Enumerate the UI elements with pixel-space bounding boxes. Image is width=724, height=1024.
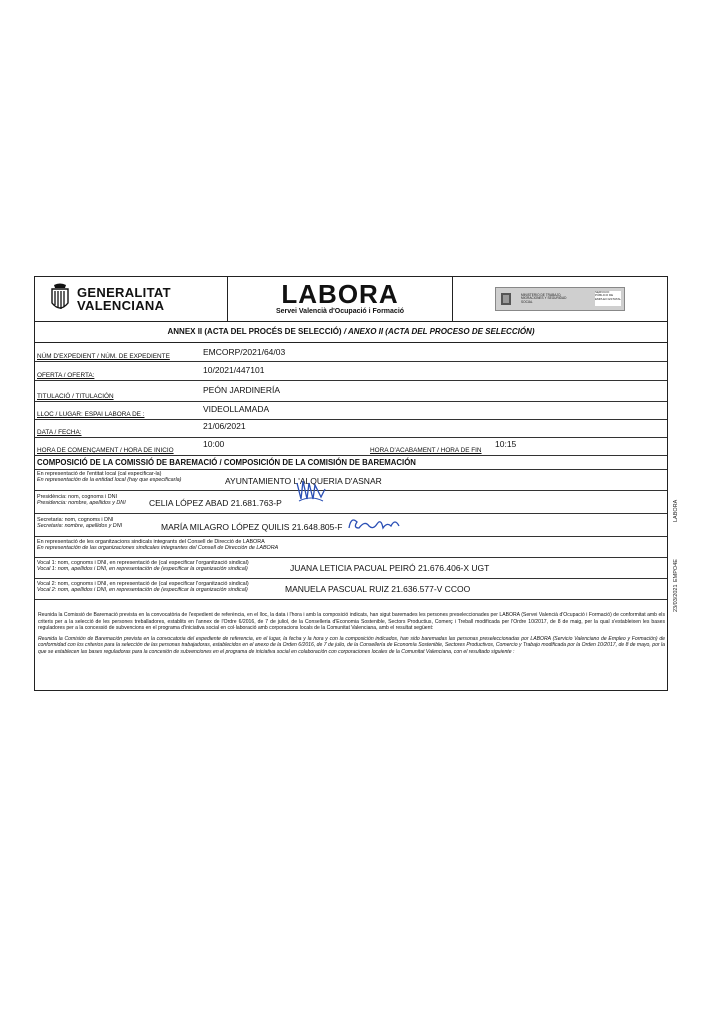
hora-inici-label: HORA DE COMENÇAMENT / HORA DE INICIO xyxy=(37,447,174,454)
labora-logo xyxy=(228,277,453,321)
secretaria-signature xyxy=(345,514,405,534)
vocal2-label-es: Vocal 2: nom, apellidos i DNI, en representación de (especificar la organización sindical) xyxy=(37,587,248,594)
titulacio-value: PEÓN JARDINERÍA xyxy=(203,385,280,395)
vocal2-row xyxy=(35,579,667,600)
oferta-label: OFERTA / OFERTA: xyxy=(37,372,95,379)
side-code: EMPO4E xyxy=(673,559,679,582)
gv-line2: VALENCIANA xyxy=(77,298,165,313)
expedient-value: EMCORP/2021/64/03 xyxy=(203,347,286,357)
expedient-row xyxy=(35,343,667,362)
vocal1-value: JUANA LETICIA PACUAL PEIRÓ 21.676.406-X UGT xyxy=(290,563,490,573)
presidencia-row xyxy=(35,491,667,514)
expedient-label: NÚM D'EXPEDIENT / NÚM. DE EXPEDIENTE xyxy=(37,353,170,360)
entitat-label-es: En representación de la entidad local (hay que especificarla) xyxy=(37,477,182,484)
presidencia-value: CELIA LÓPEZ ABAD 21.681.763-P xyxy=(149,498,282,508)
ministry-logo xyxy=(453,277,667,321)
data-row xyxy=(35,420,667,438)
hora-row xyxy=(35,438,667,456)
hora-fi-value: 10:15 xyxy=(495,439,517,449)
lloc-value: VIDEOLLAMADA xyxy=(203,404,270,414)
commission-title: COMPOSICIÓ DE LA COMISSIÓ DE BAREMACIÓ / COMPOSICIÓN DE LA COMISIÓN DE BAREMACIÓN xyxy=(37,458,416,467)
result-paragraphs xyxy=(35,600,667,690)
oferta-row xyxy=(35,362,667,381)
annex-title xyxy=(35,322,667,343)
form-header xyxy=(35,277,667,322)
commission-title-row xyxy=(35,456,667,470)
annex-title-val: ANNEX II (ACTA DEL PROCÉS DE SELECCIÓ) xyxy=(167,327,342,336)
oferta-value: 10/2021/447101 xyxy=(203,365,265,375)
labora-subtitle: Servei Valencià d'Ocupació i Formació xyxy=(275,308,405,315)
sindical-row xyxy=(35,537,667,558)
annex-title-es: / ANEXO II (ACTA DEL PROCESO DE SELECCIÓN) xyxy=(343,327,535,336)
vocal1-label-es: Vocal 1: nom, apellidos i DNI, en representación de (especificar la organización sindical) xyxy=(37,566,248,573)
vocal1-row xyxy=(35,558,667,579)
secretaria-label-es: Secretaria: nombre, apellidos y DNI xyxy=(37,523,123,530)
vocal2-label-val: Vocal 2: nom, cognoms i DNI, en representació de (cal especificar l'organització sindical) xyxy=(37,581,249,587)
spain-shield-icon xyxy=(499,291,513,307)
entitat-row xyxy=(35,470,667,491)
presidencia-label-es: Presidencia: nombre, apellidos y DNI xyxy=(37,500,126,507)
paragraph-val: Reunida la Comissió de Baremació prevista en la convocatòria de l'expedient de referència, en el lloc, la data i l'hora i amb la composició indicats, han sigut baremades les persones preseleccionades per LABORA (Servei Valencià d'Ocupació i Formació) de conformitat amb els criteris per a la selecció de les persones treballadores, establits en l'annex de l'Ordre 6/2016, de 7 de juliol, de la Conselleria d'Economia Sostenible, Sectors Productius, Comerç i Treball modificada per l'Ordre 10/2017, de 8 de maig, per la qual s'estableixen les bases reguladores per a la concessió de subvencions en el programa d'iniciativa social en col·laboració amb corporacions locals de la Comunitat Valenciana, amb el resultat següent: xyxy=(38,612,665,632)
titulacio-label: TITULACIÓ / TITULACIÓN xyxy=(37,393,114,400)
sindical-label-es: En representación de las organizaciones sindicales integrantes del Consell de Dirección de LABORA xyxy=(37,545,279,552)
generalitat-logo xyxy=(35,277,228,321)
data-value: 21/06/2021 xyxy=(203,421,246,431)
secretaria-row xyxy=(35,514,667,537)
acta-form xyxy=(34,276,668,691)
presidencia-signature xyxy=(293,477,329,505)
entitat-value: AYUNTAMIENTO L'ALQUERIA D'ASNAR xyxy=(225,476,382,486)
gv-line1: GENERALITAT xyxy=(77,285,171,300)
ministry-text: MINISTERIO DE TRABAJO, MIGRACIONES Y SEGURIDAD SOCIAL xyxy=(521,292,567,304)
paragraph-es: Reunida la Comisión de Baremación prevista en la convocatoria del expediente de referencia, en el lugar, la fecha y la hora y con la composición indicados, han sido baremadas las personas preseleccionadas por LABORA (Servicio Valenciano de Empleo y Formación) de conformidad con los criterios para la selección de las personas trabajadoras, establecidos en el anexo de la Orden 6/2016, de 7 de julio, de la Consellería de Economía Sostenible, Sectores Productivos, Comercio y Trabajo modificada por la Orden 10/2017, de 8 de mayo, por la que se establecen las bases reguladoras para la concesión de subvenciones en el programa de iniciativa social en colaboración con corporaciones locales de la Comunitat Valenciana, con el resultado siguiente : xyxy=(38,635,665,655)
hora-fi-label: HORA D'ACABAMENT / HORA DE FIN xyxy=(370,447,482,454)
lloc-row xyxy=(35,402,667,420)
sepe-text: SERVICIO PÚBLICO DE EMPLEO ESTATAL xyxy=(595,291,621,306)
labora-title: LABORA xyxy=(281,279,399,309)
data-label: DATA / FECHA: xyxy=(37,429,82,436)
sindical-label-val: En representació de les organitzacions sindicals integrants del Consell de Direcció de LABORA xyxy=(37,539,265,545)
side-labora: LABORA xyxy=(673,499,679,522)
side-date: 23/03/2021 xyxy=(673,584,679,612)
presidencia-label-val: Presidència: nom, cognoms i DNI xyxy=(37,494,117,500)
secretaria-label-val: Secretaria: nom, cognoms i DNI xyxy=(37,517,114,523)
vocal2-value: MANUELA PASCUAL RUIZ 21.636.577-V CCOO xyxy=(285,584,471,594)
secretaria-value: MARÍA MILAGRO LÓPEZ QUILIS 21.648.805-F xyxy=(161,522,343,532)
lloc-label: LLOC / LUGAR: ESPAI LABORA DE : xyxy=(37,411,145,418)
generalitat-crest-icon xyxy=(49,283,71,315)
vocal1-label-val: Vocal 1: nom, cognoms i DNI, en representació de (cal especificar l'organització sindical) xyxy=(37,560,249,566)
hora-inici-value: 10:00 xyxy=(203,439,225,449)
entitat-label-val: En representació de l'entitat local (cal especificar-la) xyxy=(37,471,162,477)
titulacio-row xyxy=(35,381,667,402)
